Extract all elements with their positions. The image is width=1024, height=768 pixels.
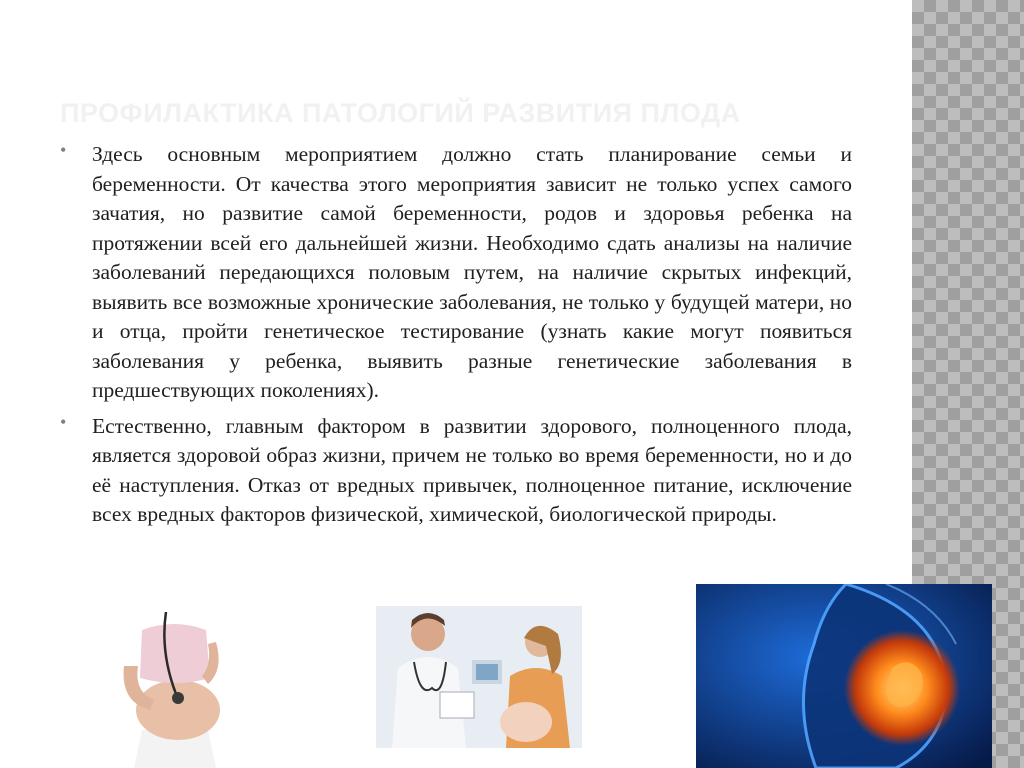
bullet-item (60, 140, 852, 406)
photo-pregnant-woman-stethoscope (112, 612, 230, 768)
pregnant-woman-illustration (112, 612, 230, 768)
bullet-text-lifestyle: Естественно, главным фактором в развитии здорового, полноценного плода, является здоровой образ жизни, причем не только во время беременности, но и до её наступления. Отказ от вредных привычек, полноценное питание, исключение всех вредных факторов физической, химической, биологической природы. (92, 413, 852, 526)
doctor-consultation-illustration (376, 606, 582, 748)
xray-fetus-illustration (696, 584, 992, 768)
bullet-text-planning: Здесь основным мероприятием должно стать планирование семьи и беременности. От качества этого мероприятия зависит не только успех самого зачатия, но развитие самой беременности, родов и здоровья ребенка на протяжении всей его дальнейшей жизни. Необходимо сдать анализы на наличие заболеваний передающихся половым путем, на наличие скрытых инфекций, выявить все возможные хронические заболевания, не только у будущей матери, но и отца, пройти генетическое тестирование (узнать какие могут появиться заболевания у ребенка, выявить разные генетические заболевания в предшествующих поколениях). (92, 142, 852, 402)
bullet-marker: • (60, 411, 67, 432)
photo-doctor-consultation (376, 606, 582, 748)
photo-xray-fetus (696, 584, 992, 768)
slide-content (60, 140, 852, 536)
bullet-item (60, 412, 852, 530)
slide-title: ПРОФИЛАКТИКА ПАТОЛОГИЙ РАЗВИТИЯ ПЛОДА (60, 98, 741, 128)
bullet-marker: • (60, 140, 67, 160)
